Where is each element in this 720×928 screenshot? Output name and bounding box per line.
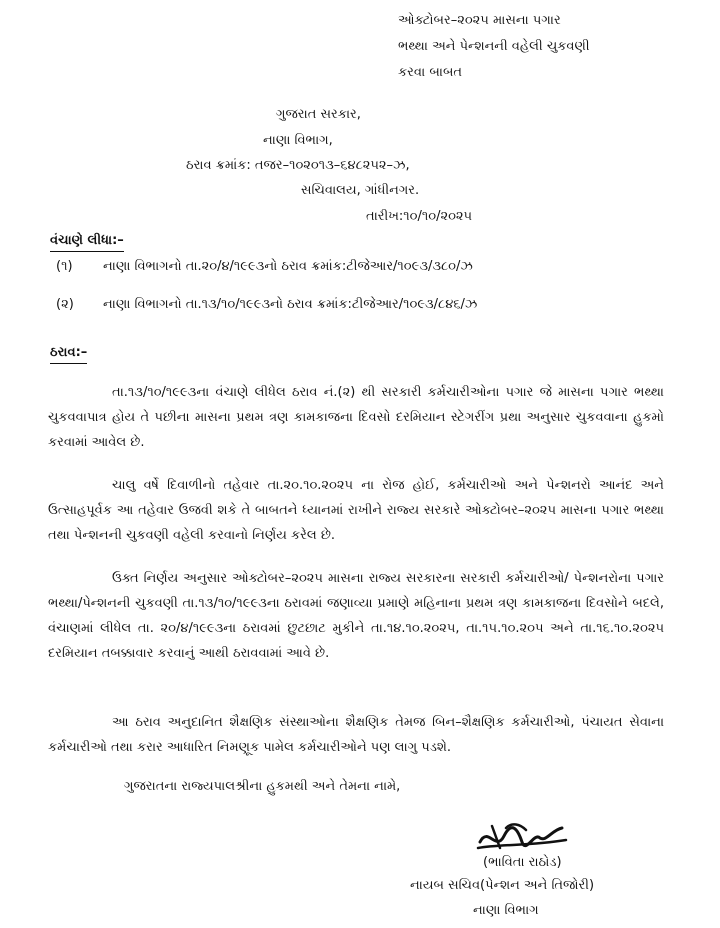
resolution-date: તારીખ:૧૦/૧૦/૨૦૨૫ (366, 209, 473, 224)
signatory-department: નાણા વિભાગ (473, 903, 539, 918)
signatory-designation: નાયબ સચિવ(પેન્શન અને તિજોરી) (410, 878, 595, 893)
closing-line: ગુજરાતના રાજ્યપાલશ્રીના હુકમથી અને તેમના નામે, (124, 779, 401, 794)
reference-text: નાણા વિભાગનો તા.૧૩/૧૦/૧૯૯૩નો ઠરાવ ક્રમાંક:ટીજેઆર/૧૦૯૩/૮૪૬/ઝ (103, 297, 478, 312)
references-heading: વંચાણે લીધા:– (50, 232, 124, 252)
reference-text: નાણા વિભાગનો તા.૨૦/૪/૧૯૯૩નો ઠરાવ ક્રમાંક:ટીજેઆર/૧૦૯૩/૩૮૦/ઝ (103, 259, 473, 274)
government-name: ગુજરાત સરકાર, (276, 107, 361, 122)
resolution-paragraph (48, 380, 664, 455)
subject-line-1: ઓક્ટોબર–૨૦૨૫ માસના પગાર (398, 13, 561, 28)
resolution-paragraph (48, 566, 664, 666)
paragraph-text: તા.૧૩/૧૦/૧૯૯૩ના વંચાણે લીધેલ ઠરાવ નં.(૨) થી સરકારી કર્મચારીઓના પગાર જે માસના પગાર ભથ્થા ચુકવવાપાત્ર હોય તે પછીના માસના પ્રથમ ત્રણ કામકાજના દિવસો દરમિયાન સ્ટેગરીંગ પ્રથા અનુસાર ચુકવવાના હુકમો કરવામાં આવેલ છે. (48, 385, 664, 450)
subject-line-3: કરવા બાબત (398, 65, 462, 80)
paragraph-text: ચાલુ વર્ષે દિવાળીનો તહેવાર તા.૨૦.૧૦.૨૦૨૫ ના રોજ હોઈ, કર્મચારીઓ અને પેન્શનરો આનંદ અને ઉત્સાહપૂર્વક આ તહેવાર ઉજવી શકે તે બાબતને ધ્યાનમાં રાખીને રાજ્ય સરકારે ઓક્ટોબર–૨૦૨૫ માસના પગાર ભથ્થા તથા પેન્શનની ચુકવણી વહેલી કરવાનો નિર્ણય કરેલ છે. (48, 478, 664, 543)
department-name: નાણા વિભાગ, (263, 133, 333, 148)
reference-number: (૨) (56, 297, 74, 312)
reference-number: (૧) (56, 259, 73, 274)
resolution-heading: ઠરાવ:– (50, 344, 87, 364)
place: સચિવાલય, ગાંધીનગર. (301, 183, 420, 198)
resolution-paragraph (48, 473, 664, 548)
resolution-number: ઠરાવ ક્રમાંક: તજર–૧૦૨૦૧૩–૬૪૮૨૫૨–ઝ, (186, 158, 410, 173)
resolution-paragraph (48, 710, 664, 760)
subject-line-2: ભથ્થા અને પેન્શનની વહેલી ચુકવણી (398, 39, 590, 54)
signatory-name: (ભાવિતા રાઠોડ) (483, 855, 562, 870)
paragraph-text: ઉક્ત નિર્ણય અનુસાર ઓક્ટોબર–૨૦૨૫ માસના રાજ્ય સરકારના સરકારી કર્મચારીઓ/ પેન્શનરોના પગાર ભથ્થા/પેન્શનની ચુકવણી તા.૧૩/૧૦/૧૯૯૩ના ઠરાવમાં જણાવ્યા પ્રમાણે મહિનાના પ્રથમ ત્રણ કામકાજના દિવસોને બદલે, વંચાણમાં લીધેલ તા. ૨૦/૪/૧૯૯૩ના ઠરાવમાં છુટછાટ મુકીને તા.૧૪.૧૦.૨૦૨૫, તા.૧૫.૧૦.૨૦૫ અને તા.૧૬.૧૦.૨૦૨૫ દરમિયાન તબક્કાવાર કરવાનું આથી ઠરાવવામાં આવે છે. (48, 571, 665, 661)
paragraph-text: આ ઠરાવ અનુદાનિત શૈક્ષણિક સંસ્થાઓના શૈક્ષણિક તેમજ બિન–શૈક્ષણિક કર્મચારીઓ, પંચાયત સેવાના કર્મચારીઓ તથા કરાર આધારિત નિમણૂક પામેલ કર્મચારીઓને પણ લાગુ પડશે. (48, 715, 664, 755)
